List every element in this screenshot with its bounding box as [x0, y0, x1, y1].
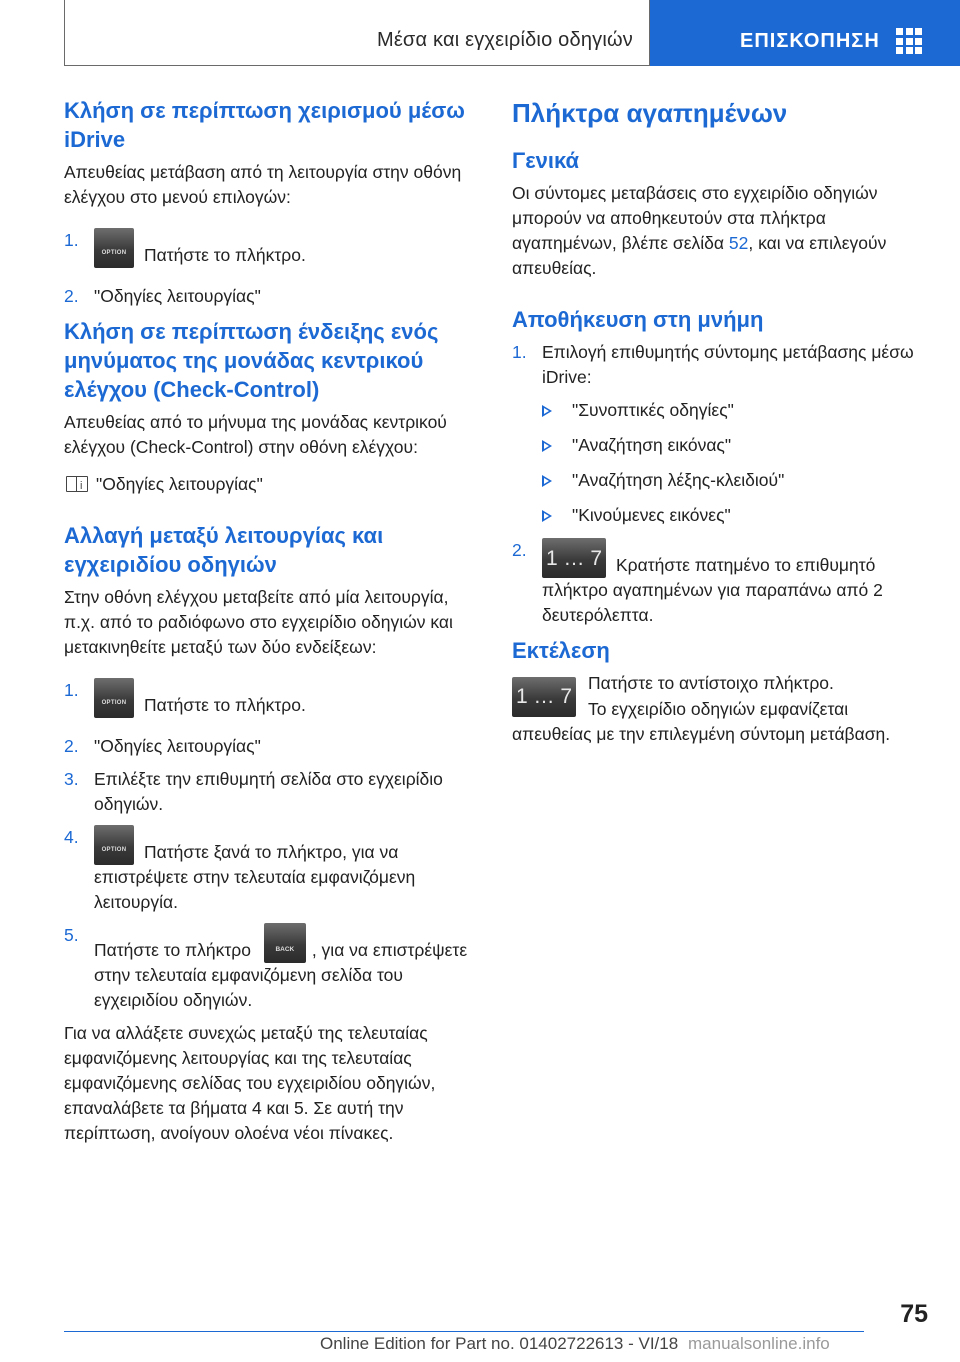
step-text: Πατήστε ξανά το πλήκτρο, για να επιστρέψετε στην τελευταία εμφανιζόμενη λειτουργία. — [94, 842, 416, 912]
section-intro-check-control: Απευθείας από το μήνυμα της μονάδας κεντρικού ελέγχου (Check-Control) στην οθόνη ελέγχου: — [64, 412, 447, 457]
triangle-bullet-icon — [542, 405, 552, 417]
store-title: Αποθήκευση στη μνήμη — [512, 307, 764, 332]
header-chapter-title[interactable]: ΕΠΙΣΚΟΠΗΣΗ — [740, 30, 880, 52]
execute-line-2-text: Το εγχειρίδιο οδηγιών εμφανίζεται απευθείας με την επιλεγμένη σύντομη μετάβαση. — [512, 699, 891, 744]
execute-line-1: Πατήστε το αντίστοιχο πλήκτρο. — [588, 673, 834, 693]
bullet-text: "Κινούμενες εικόνες" — [572, 505, 731, 525]
list-item — [64, 767, 480, 817]
section-outro-switch: Για να αλλάξετε συνεχώς μεταξύ της τελευταίας εμφανιζόμενης λειτουργίας και της τελευταίας εμφανιζόμενης σελίδας του εγχειριδίου οδηγιών, επαναλάβετε τα βήματα 4 και 5. Σε αυτή την περίπτωση, ανοίγουν ολοένα νέοι πίνακες. — [64, 1023, 436, 1143]
section-title-switch: Αλλαγή μεταξύ λειτουργίας και εγχειριδίου οδηγιών — [64, 523, 384, 577]
general-text — [512, 181, 932, 281]
option-button-icon — [94, 678, 134, 718]
footer-edition: Online Edition for Part no. 01402722613 - VI/18 — [320, 1334, 679, 1353]
right-column — [512, 96, 932, 747]
header-chapter-box[interactable] — [650, 0, 960, 66]
step-number: 4. — [64, 827, 79, 847]
section-intro-switch: Στην οθόνη ελέγχου μεταβείτε από μία λειτουργία, π.χ. από το ραδιόφωνο στο εγχειρίδιο οδηγιών και μετακινηθείτε μεταξύ των δύο ενδείξεων: — [64, 587, 453, 657]
step-text: "Οδηγίες λειτουργίας" — [94, 286, 261, 306]
list-item — [64, 678, 480, 726]
item-text: "Οδηγίες λειτουργίας" — [96, 474, 263, 494]
bullet-text: "Αναζήτηση λέξης-κλειδιού" — [572, 470, 785, 490]
step-text-cont: , για να επιστρέψετε στην τελευταία εμφανιζόμενη σελίδα του εγχειριδίου οδηγιών. — [94, 940, 468, 1010]
footer-divider — [64, 1331, 864, 1332]
favorite-button-icon: 1 … 7 — [512, 677, 576, 717]
list-item — [512, 340, 932, 390]
favorite-button-icon: 1 … 7 — [542, 538, 606, 578]
triangle-bullet-icon — [542, 510, 552, 522]
list-item — [64, 228, 480, 276]
left-column — [64, 96, 480, 1146]
step-number: 1. — [64, 680, 79, 700]
page-header — [64, 0, 960, 66]
page-link[interactable]: 52 — [728, 233, 749, 253]
step-text: Επιλογή επιθυμητής σύντομης μετάβασης μέσω iDrive: — [542, 342, 914, 387]
step-text: "Οδηγίες λειτουργίας" — [94, 736, 261, 756]
step-number: 2. — [64, 286, 79, 306]
general-text-a: Οι σύντομες μεταβάσεις στο εγχειρίδιο οδηγιών μπορούν να αποθηκευτούν στα πλήκτρα αγαπημένων, βλέπε σελίδα — [512, 183, 878, 253]
list-item — [64, 284, 480, 309]
option-button-icon — [94, 825, 134, 865]
triangle-bullet-icon — [542, 440, 552, 452]
manual-book-icon — [66, 476, 88, 492]
step-text: Επιλέξτε την επιθυμητή σελίδα στο εγχειρίδιο οδηγιών. — [94, 769, 443, 814]
page-number: 75 — [900, 1300, 928, 1328]
list-item — [542, 503, 932, 528]
grid-icon[interactable] — [896, 28, 922, 54]
list-item — [64, 923, 480, 1013]
header-section-box — [64, 0, 650, 66]
step-text: Πατήστε το πλήκτρο — [94, 940, 251, 960]
back-button-icon — [264, 923, 306, 963]
step-text: Κρατήστε πατημένο το επιθυμητό πλήκτρο αγαπημένων για παραπάνω από 2 δευτερόλεπτα. — [542, 555, 883, 625]
execute-title: Εκτέλεση — [512, 638, 610, 663]
list-item — [64, 472, 480, 497]
section-title-check-control: Κλήση σε περίπτωση ένδειξης ενός μηνύματος της μονάδας κεντρικού ελέγχου (Check-Control) — [64, 319, 439, 402]
favorites-title: Πλήκτρα αγαπημένων — [512, 98, 788, 128]
step-text: Πατήστε το πλήκτρο. — [144, 695, 306, 715]
triangle-bullet-icon — [542, 475, 552, 487]
execute-block — [512, 671, 932, 741]
general-text-b: , και να επιλεγούν απευθείας. — [512, 233, 887, 278]
list-item — [512, 538, 932, 628]
step-number: 2. — [512, 540, 527, 560]
step-number: 1. — [64, 230, 79, 250]
general-title: Γενικά — [512, 148, 580, 173]
bullet-list — [512, 398, 932, 528]
list-item — [64, 734, 480, 759]
section-intro-idrive: Απευθείας μετάβαση από τη λειτουργία στην οθόνη ελέγχου στο μενού επιλογών: — [64, 162, 462, 207]
list-item — [542, 468, 932, 493]
footer-watermark: manualsonline.info — [688, 1334, 830, 1353]
step-number: 5. — [64, 925, 79, 945]
list-item — [542, 433, 932, 458]
step-number: 3. — [64, 769, 79, 789]
bullet-text: "Συνοπτικές οδηγίες" — [572, 400, 734, 420]
step-text: Πατήστε το πλήκτρο. — [144, 245, 306, 265]
section-title-idrive: Κλήση σε περίπτωση χειρισμού μέσω iDrive — [64, 98, 465, 152]
list-item — [64, 825, 480, 915]
option-button-icon — [94, 228, 134, 268]
step-number: 1. — [512, 342, 527, 362]
step-number: 2. — [64, 736, 79, 756]
header-section-title: Μέσα και εγχειρίδιο οδηγιών — [376, 29, 633, 51]
list-item — [542, 398, 932, 423]
bullet-text: "Αναζήτηση εικόνας" — [572, 435, 732, 455]
